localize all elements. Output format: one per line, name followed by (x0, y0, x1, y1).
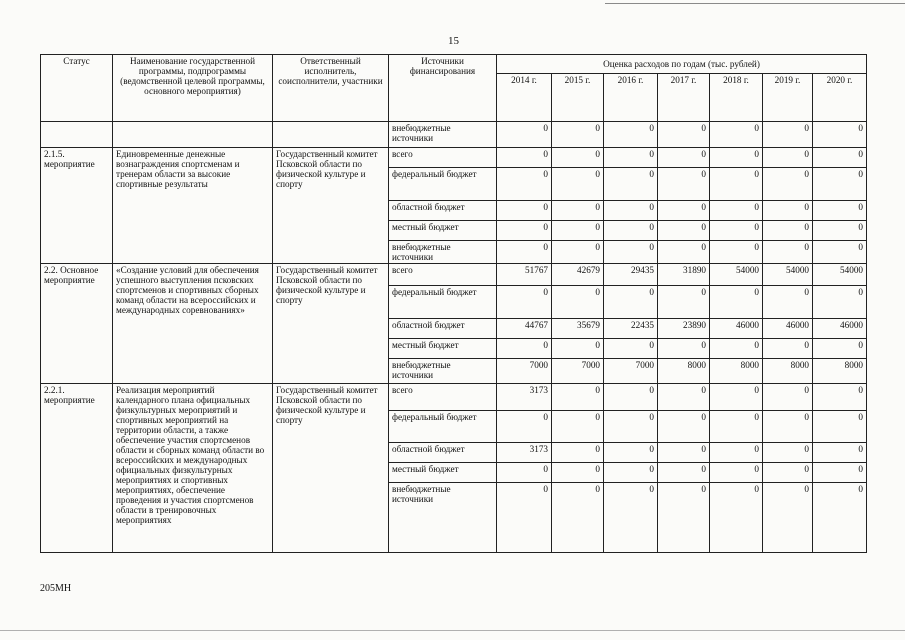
row-value: 44767 (497, 319, 552, 339)
row-value: 0 (813, 384, 867, 411)
row-value: 0 (763, 411, 813, 443)
row-value: 0 (763, 241, 813, 264)
row-value: 0 (763, 122, 813, 148)
row-value: 46000 (813, 319, 867, 339)
page-number: 15 (448, 35, 459, 47)
row-status: 2.2.1. мероприятие (41, 384, 113, 553)
row-value: 0 (552, 286, 604, 319)
row-value: 0 (813, 463, 867, 483)
row-value: 0 (710, 201, 763, 221)
row-funding-source: федеральный бюджет (389, 411, 497, 443)
header-funding-sources: Источники финансирования (389, 55, 497, 122)
header-expenses: Оценка расходов по годам (тыс. рублей) (497, 55, 867, 74)
row-status: 2.1.5. мероприятие (41, 148, 113, 264)
row-value: 0 (552, 168, 604, 201)
row-value: 0 (710, 148, 763, 168)
row-value: 51767 (497, 264, 552, 286)
row-funding-source: местный бюджет (389, 463, 497, 483)
row-program-name (113, 122, 273, 148)
row-value: 0 (813, 201, 867, 221)
row-value: 0 (813, 241, 867, 264)
header-year: 2014 г. (497, 74, 552, 122)
row-value: 3173 (497, 384, 552, 411)
row-value: 0 (710, 168, 763, 201)
row-value: 0 (497, 241, 552, 264)
row-value: 0 (710, 122, 763, 148)
row-value: 0 (658, 201, 710, 221)
row-value: 0 (813, 339, 867, 359)
row-value: 0 (813, 221, 867, 241)
row-value: 54000 (763, 264, 813, 286)
row-value: 0 (710, 384, 763, 411)
row-funding-source: местный бюджет (389, 339, 497, 359)
row-value: 0 (604, 483, 658, 553)
row-value: 23890 (658, 319, 710, 339)
row-value: 0 (604, 148, 658, 168)
row-value: 0 (552, 384, 604, 411)
row-value: 0 (763, 168, 813, 201)
header-status: Статус (41, 55, 113, 122)
row-value: 0 (552, 221, 604, 241)
row-value: 0 (552, 483, 604, 553)
row-value: 0 (658, 443, 710, 463)
row-value: 0 (710, 286, 763, 319)
header-responsible: Ответственный исполнитель, соисполнители, участники (273, 55, 389, 122)
row-value: 8000 (763, 359, 813, 384)
table-body (41, 122, 867, 553)
row-value: 0 (813, 483, 867, 553)
row-value: 8000 (813, 359, 867, 384)
row-funding-source: федеральный бюджет (389, 286, 497, 319)
row-value: 54000 (813, 264, 867, 286)
row-value: 0 (604, 241, 658, 264)
row-value: 8000 (710, 359, 763, 384)
row-value: 0 (658, 286, 710, 319)
row-value: 0 (813, 411, 867, 443)
budget-table (40, 54, 867, 553)
row-value: 0 (604, 286, 658, 319)
row-value: 0 (658, 384, 710, 411)
table-row (41, 122, 867, 148)
row-responsible: Государственный комитет Псковской области по физической культуре и спорту (273, 148, 389, 264)
row-value: 0 (763, 286, 813, 319)
row-value: 0 (763, 201, 813, 221)
header-year: 2015 г. (552, 74, 604, 122)
row-value: 0 (552, 443, 604, 463)
row-value: 0 (763, 483, 813, 553)
row-value: 0 (813, 122, 867, 148)
row-value: 0 (813, 443, 867, 463)
header-year: 2018 г. (710, 74, 763, 122)
row-value: 0 (552, 241, 604, 264)
row-value: 0 (658, 339, 710, 359)
table-header (41, 55, 867, 122)
header-year: 2017 г. (658, 74, 710, 122)
row-program-name: Реализация мероприятий календарного плана официальных физкультурных мероприятий и спортивных мероприятий на территории области, а также обеспечение участия спортсменов области и сборных команд области во всероссийских и международных официальных физкультурных мероприятиях и спортивных мероприятиях, обеспечение проведения и участия спортсменов области в тренировочных мероприятиях (113, 384, 273, 553)
row-value: 42679 (552, 264, 604, 286)
row-value: 0 (604, 221, 658, 241)
row-value: 0 (710, 339, 763, 359)
scan-line-bottom (0, 630, 905, 631)
row-program-name: «Создание условий для обеспечения успешного выступления псковских спортсменов и спортивных сборных команд области на всероссийских и международных соревнованиях» (113, 264, 273, 384)
row-value: 0 (552, 122, 604, 148)
row-responsible (273, 122, 389, 148)
header-year: 2016 г. (604, 74, 658, 122)
row-value: 31890 (658, 264, 710, 286)
row-value: 0 (658, 122, 710, 148)
row-value: 0 (710, 241, 763, 264)
header-year: 2020 г. (813, 74, 867, 122)
row-funding-source: областной бюджет (389, 443, 497, 463)
row-value: 0 (813, 286, 867, 319)
row-value: 0 (658, 463, 710, 483)
row-value: 0 (813, 148, 867, 168)
row-value: 0 (658, 241, 710, 264)
document-code: 205МН (40, 583, 72, 594)
row-value: 0 (763, 384, 813, 411)
row-value: 0 (763, 463, 813, 483)
row-funding-source: федеральный бюджет (389, 168, 497, 201)
row-funding-source: внебюджетные источники (389, 483, 497, 553)
header-year: 2019 г. (763, 74, 813, 122)
row-value: 0 (604, 168, 658, 201)
row-value: 0 (497, 286, 552, 319)
row-value: 0 (604, 201, 658, 221)
row-value: 0 (813, 168, 867, 201)
row-funding-source: внебюджетные источники (389, 359, 497, 384)
row-funding-source: местный бюджет (389, 221, 497, 241)
row-value: 0 (710, 221, 763, 241)
row-value: 8000 (658, 359, 710, 384)
row-value: 0 (552, 339, 604, 359)
row-value: 0 (552, 148, 604, 168)
row-value: 0 (658, 483, 710, 553)
row-value: 7000 (552, 359, 604, 384)
row-value: 0 (658, 168, 710, 201)
row-value: 0 (497, 201, 552, 221)
row-funding-source: внебюджетные источники (389, 122, 497, 148)
row-value: 0 (497, 221, 552, 241)
row-funding-source: областной бюджет (389, 201, 497, 221)
row-value: 0 (710, 411, 763, 443)
row-value: 0 (497, 483, 552, 553)
row-value: 0 (604, 122, 658, 148)
row-value: 0 (604, 411, 658, 443)
row-value: 0 (552, 411, 604, 443)
row-value: 7000 (497, 359, 552, 384)
row-funding-source: всего (389, 384, 497, 411)
row-value: 0 (552, 463, 604, 483)
row-responsible: Государственный комитет Псковской области по физической культуре и спорту (273, 264, 389, 384)
table-row (41, 264, 867, 286)
row-value: 0 (710, 483, 763, 553)
row-value: 0 (763, 221, 813, 241)
row-value: 29435 (604, 264, 658, 286)
row-responsible: Государственный комитет Псковской области по физической культуре и спорту (273, 384, 389, 553)
row-value: 0 (658, 411, 710, 443)
row-value: 0 (497, 339, 552, 359)
row-value: 0 (710, 443, 763, 463)
row-value: 0 (497, 148, 552, 168)
row-value: 0 (763, 148, 813, 168)
header-program-name: Наименование государственной программы, подпрограммы (ведомственной целевой программы, основного мероприятия) (113, 55, 273, 122)
row-value: 0 (497, 168, 552, 201)
row-program-name: Единовременные денежные вознаграждения спортсменам и тренерам области за высокие спортивные результаты (113, 148, 273, 264)
table-row (41, 148, 867, 168)
row-value: 0 (497, 122, 552, 148)
row-value: 7000 (604, 359, 658, 384)
row-value: 46000 (763, 319, 813, 339)
row-funding-source: областной бюджет (389, 319, 497, 339)
row-value: 0 (710, 463, 763, 483)
scan-line-top (605, 3, 905, 4)
row-value: 54000 (710, 264, 763, 286)
row-value: 0 (604, 339, 658, 359)
row-value: 0 (658, 221, 710, 241)
row-value: 3173 (497, 443, 552, 463)
row-value: 0 (763, 339, 813, 359)
row-value: 0 (497, 411, 552, 443)
row-value: 0 (658, 148, 710, 168)
row-value: 0 (604, 384, 658, 411)
row-value: 0 (604, 443, 658, 463)
row-value: 46000 (710, 319, 763, 339)
row-status: 2.2. Основное мероприятие (41, 264, 113, 384)
row-value: 35679 (552, 319, 604, 339)
row-funding-source: внебюджетные источники (389, 241, 497, 264)
row-value: 0 (763, 443, 813, 463)
row-funding-source: всего (389, 148, 497, 168)
row-value: 22435 (604, 319, 658, 339)
row-value: 0 (497, 463, 552, 483)
row-value: 0 (604, 463, 658, 483)
row-value: 0 (552, 201, 604, 221)
row-status (41, 122, 113, 148)
table-row (41, 384, 867, 411)
row-funding-source: всего (389, 264, 497, 286)
